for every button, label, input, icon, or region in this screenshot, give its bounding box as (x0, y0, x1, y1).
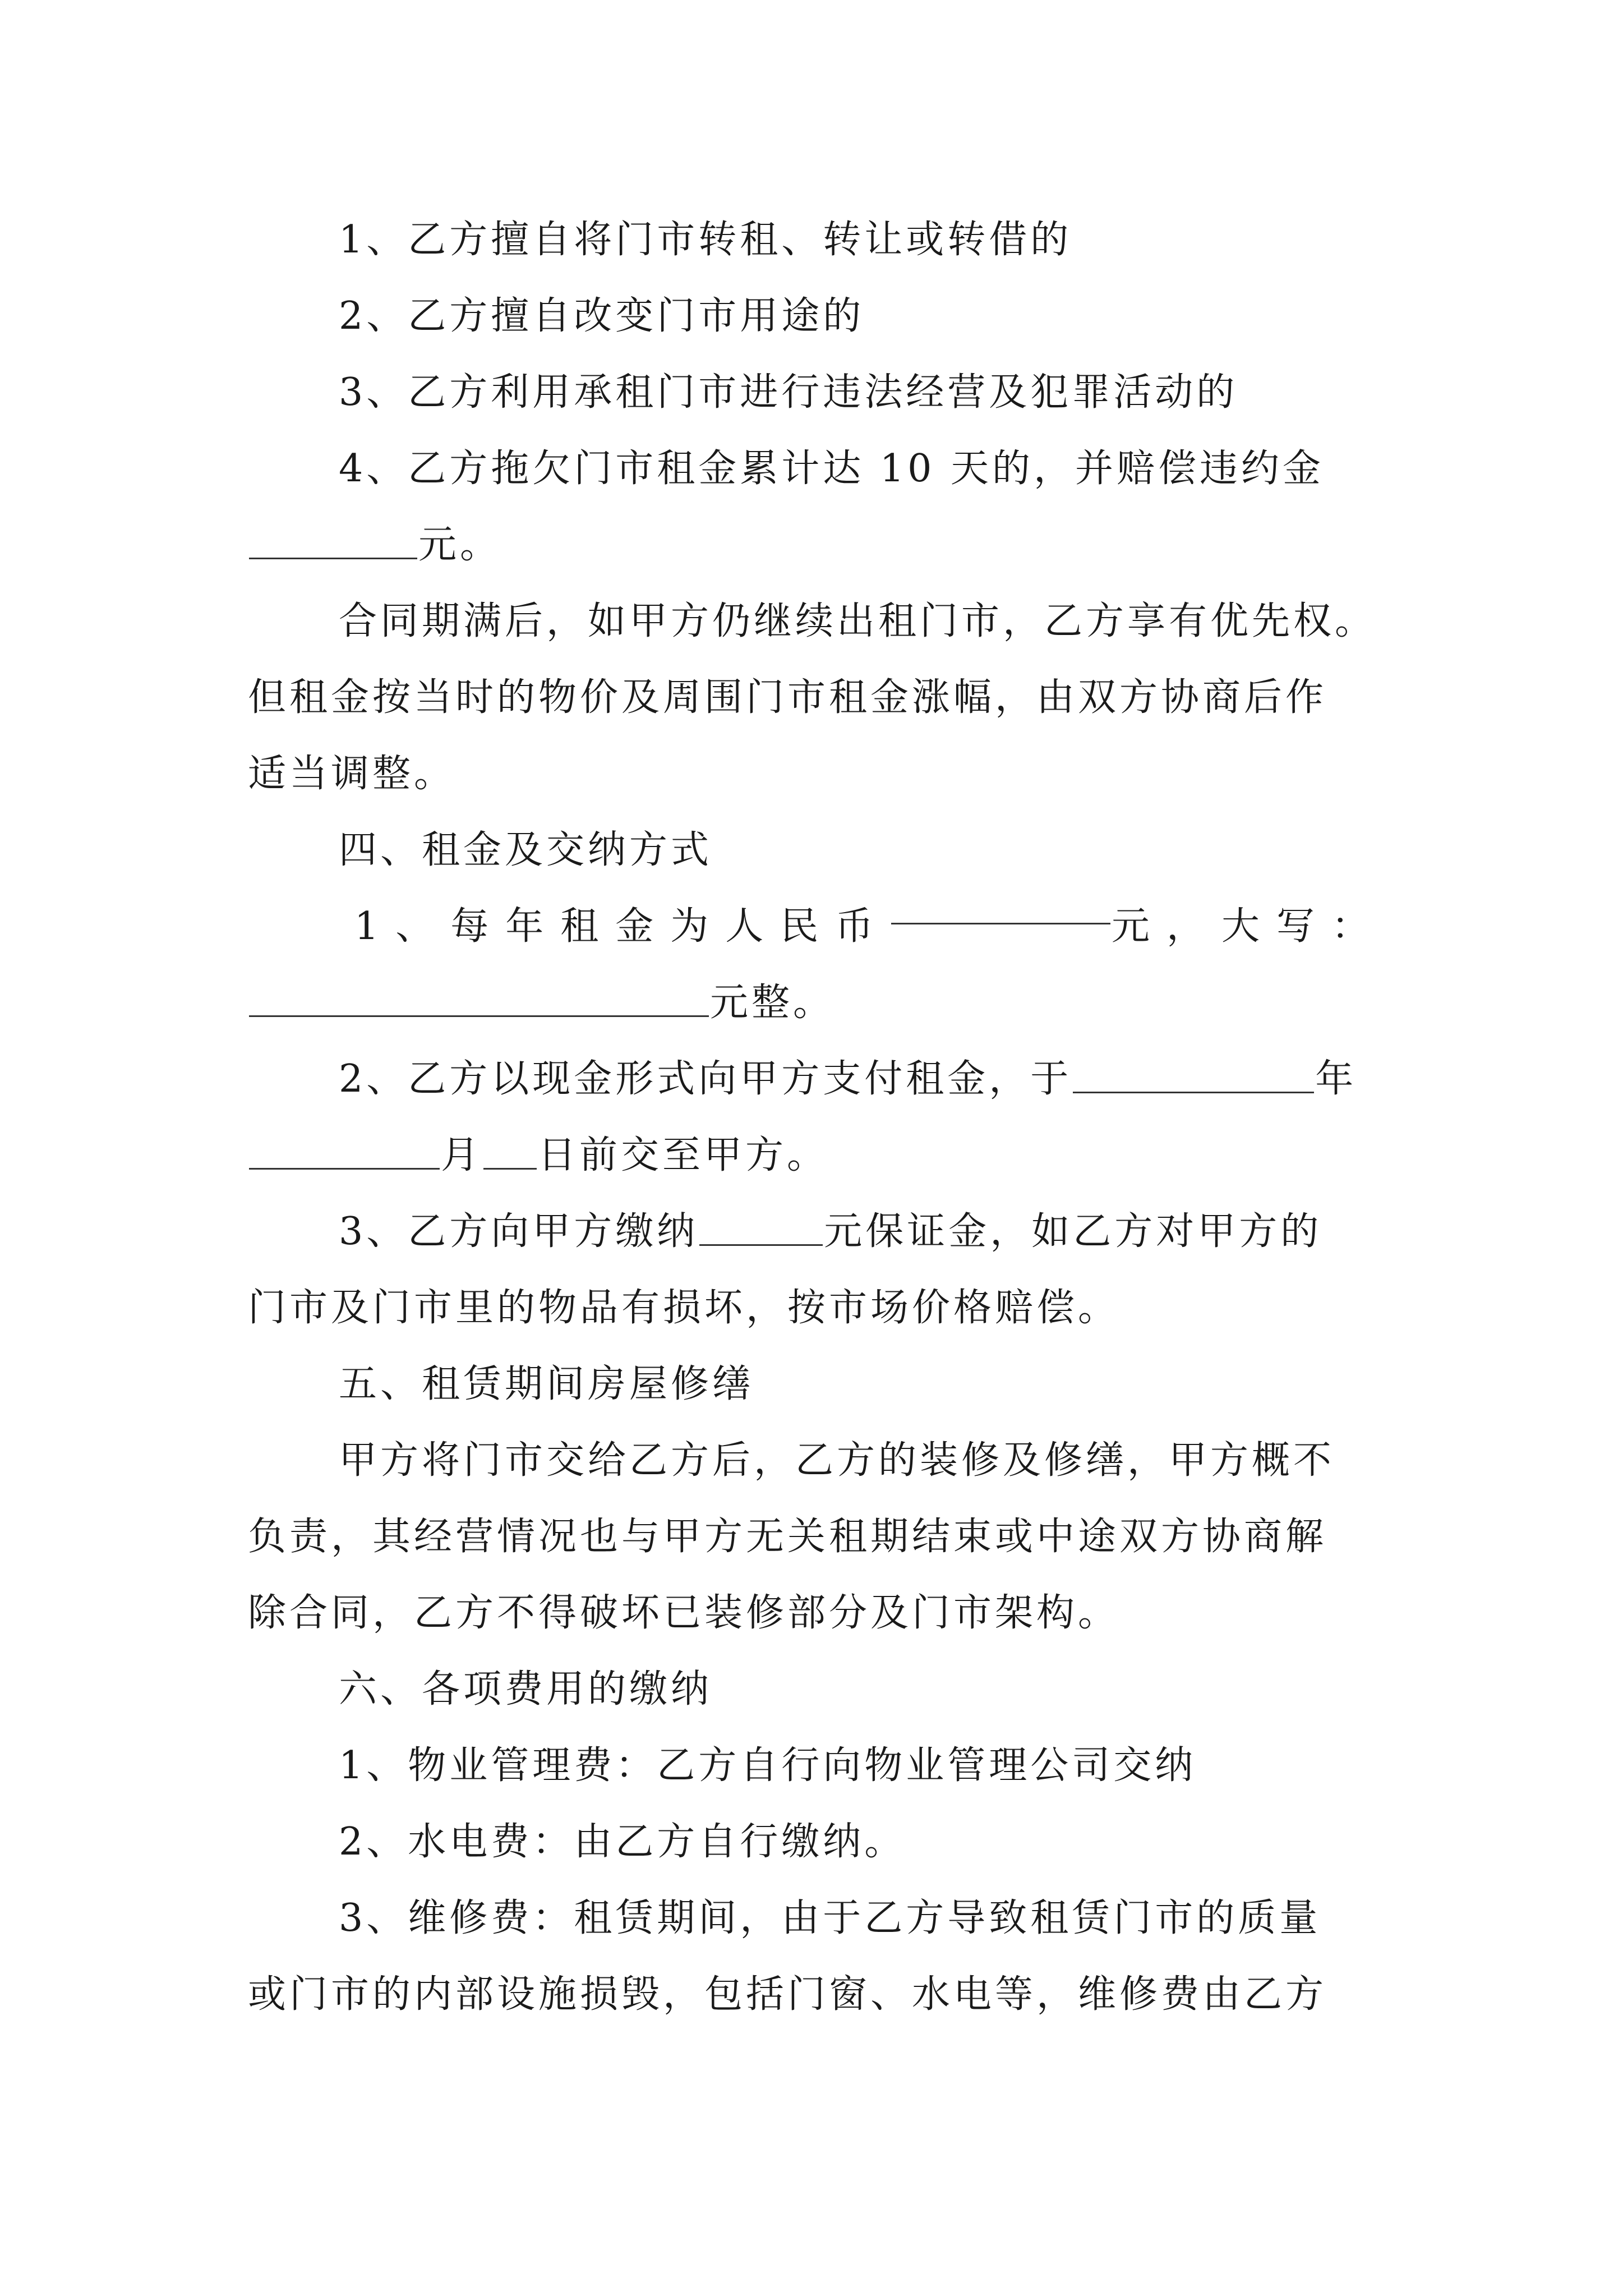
clause-annual-rent-continued (248, 965, 1386, 1041)
clause-text: 3、乙方利用承租门市进行违法经营及犯罪活动的 (339, 370, 1238, 415)
clause-maintenance-continued (248, 1957, 1386, 2033)
clause-change-use (248, 278, 1386, 355)
section-heading-text: 六、各项费用的缴纳 (339, 1667, 713, 1711)
clause-text: 门市及门市里的物品有损坏，按市场价格赔偿。 (248, 1286, 1120, 1330)
clause-text: 4、乙方拖欠门市租金累计达 10 天的，并赔偿违约金 (339, 447, 1325, 491)
clause-illegal-business (248, 355, 1386, 431)
paragraph-text: 适当调整。 (248, 752, 456, 796)
fill-blank-penalty[interactable] (249, 523, 417, 559)
clause-text: 1、每年租金为人民币 (354, 904, 891, 949)
clause-text: 或门市的内部设施损毁，包括门窗、水电等，维修费由乙方 (248, 1972, 1327, 2017)
clause-overdue-rent (248, 431, 1386, 507)
clause-maintenance (248, 1880, 1386, 1957)
paragraph-repairs (248, 1423, 1386, 1499)
clause-text: 1、乙方擅自将门市转租、转让或转借的 (339, 218, 1072, 262)
clause-overdue-rent-continued (248, 507, 1386, 583)
clause-text: 元保证金，如乙方对甲方的 (824, 1209, 1322, 1254)
section-heading-repairs (248, 1346, 1386, 1423)
clause-text: 2、乙方以现金形式向甲方支付租金，于 (339, 1057, 1072, 1101)
clause-text: 1、物业管理费：乙方自行向物业管理公司交纳 (339, 1743, 1197, 1788)
paragraph-text: 合同期满后，如甲方仍继续出租门市，乙方享有优先权。 (339, 599, 1377, 643)
document-page (248, 202, 1386, 2033)
section-heading-text: 五、租赁期间房屋修缮 (339, 1362, 754, 1406)
clause-text: 3、乙方向甲方缴纳 (339, 1209, 699, 1254)
clause-property-fee (248, 1728, 1386, 1804)
paragraph-renewal-continued (248, 660, 1386, 736)
clause-payment-method (248, 1041, 1386, 1117)
section-heading-rent (248, 812, 1386, 889)
clause-text: 元，大写： (1111, 904, 1386, 949)
section-heading-fees (248, 1651, 1386, 1728)
clause-sublet (248, 202, 1386, 278)
fill-blank-rent-capital[interactable] (249, 981, 709, 1017)
fill-blank-month[interactable] (249, 1134, 440, 1170)
paragraph-renewal-end (248, 736, 1386, 812)
fill-blank-day[interactable] (483, 1134, 537, 1170)
clause-text: 3、维修费：租赁期间，由于乙方导致租赁门市的质量 (339, 1896, 1321, 1940)
clause-text: 2、水电费：由乙方自行缴纳。 (339, 1820, 906, 1864)
paragraph-repairs-end (248, 1575, 1386, 1651)
paragraph-renewal (248, 583, 1386, 660)
paragraph-text: 负责，其经营情况也与甲方无关租期结束或中途双方协商解 (248, 1515, 1327, 1559)
clause-deposit (248, 1194, 1386, 1270)
paragraph-text: 但租金按当时的物价及周围门市租金涨幅，由双方协商后作 (248, 675, 1327, 720)
paragraph-text: 甲方将门市交给乙方后，乙方的装修及修缮，甲方概不 (339, 1438, 1335, 1483)
clause-text: 月 (441, 1133, 483, 1177)
paragraph-repairs-continued (248, 1499, 1386, 1575)
fill-blank-deposit[interactable] (699, 1210, 823, 1246)
fill-blank-year[interactable] (1073, 1057, 1314, 1093)
section-heading-text: 四、租金及交纳方式 (339, 828, 713, 872)
clause-text: 元。 (418, 523, 502, 567)
clause-text: 年 (1315, 1057, 1357, 1101)
clause-text: 2、乙方擅自改变门市用途的 (339, 294, 865, 338)
paragraph-text: 除合同，乙方不得破坏已装修部分及门市架构。 (248, 1591, 1120, 1635)
clause-text: 日前交至甲方。 (538, 1133, 829, 1177)
clause-payment-date (248, 1117, 1386, 1194)
clause-text: 元整。 (710, 981, 835, 1025)
fill-blank-rent-amount[interactable] (891, 889, 1110, 924)
clause-utilities (248, 1804, 1386, 1880)
clause-annual-rent (248, 889, 1386, 965)
clause-deposit-continued (248, 1270, 1386, 1346)
